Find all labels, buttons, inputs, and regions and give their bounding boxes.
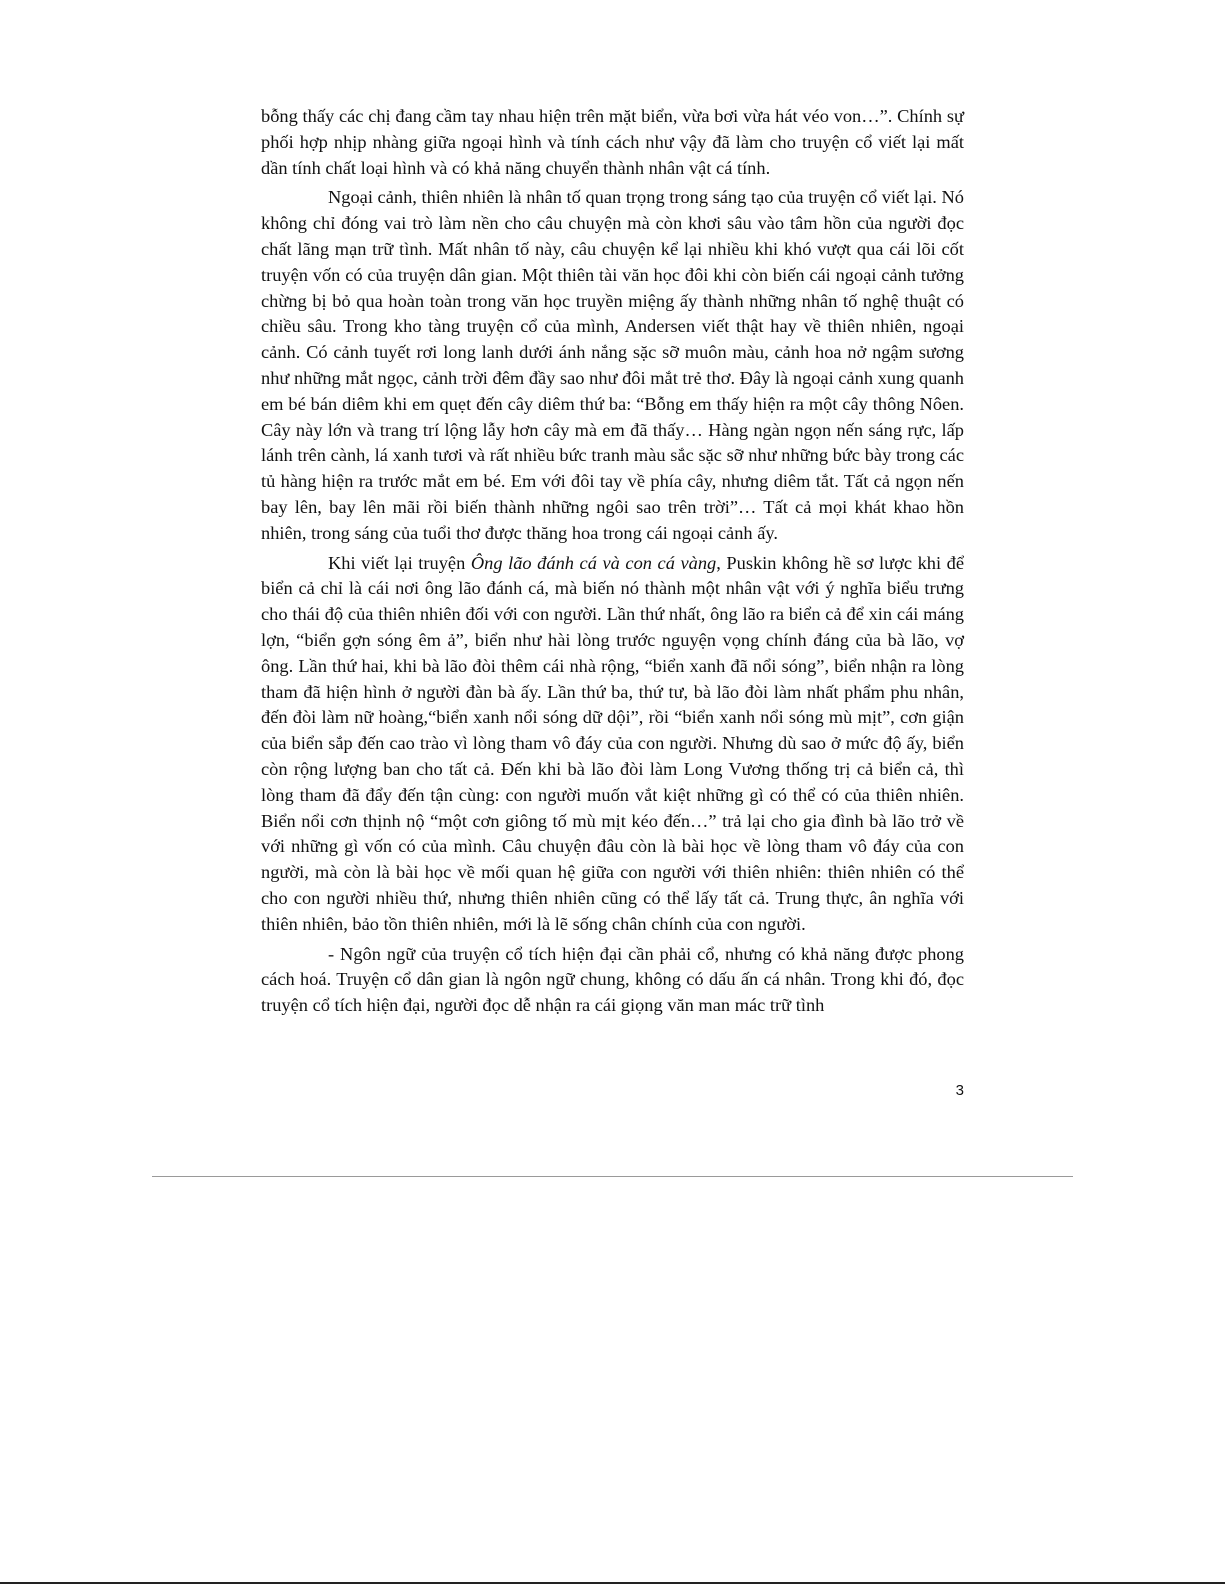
paragraph-1: bỗng thấy các chị đang cầm tay nhau hiện trên mặt biển, vừa bơi vừa hát véo von…”. Chính sự phối hợp nhịp nhàng giữa ngoại hình và tính cách như vậy đã làm cho truyện cổ viết lại mất dần tính chất loại hình và có khả năng chuyển thành nhân vật cá tính. bbox=[261, 106, 964, 178]
story-title-italic: Ông lão đánh cá và con cá vàng bbox=[470, 552, 717, 573]
paragraph-3-rest: , Puskin không hề sơ lược khi để biển cả chỉ là cái nơi ông lão đánh cá, mà biến nó thành một nhân vật với ý nghĩa biểu trưng cho thái độ của thiên nhiên đối với con người. Lần thứ nhất, ông lão ra biển cả để xin cái máng lợn, “biển gợn sóng êm ả”, biển như hài lòng trước nguyện vọng chính đáng của bà lão, vợ ông. Lần thứ hai, khi bà lão đòi thêm cái nhà rộng, “biển xanh đã nổi sóng”, biển nhận ra lòng tham đã hiện hình ở người đàn bà ấy. Lần thứ ba, thứ tư, bà lão đòi làm nhất phẩm phu nhân, đến đòi làm nữ hoàng,“biển xanh nổi sóng dữ dội”, rồi “biển xanh nổi sóng mù mịt”, cơn giận của biển sắp đến cao trào vì lòng tham vô đáy của con người. Nhưng dù sao ở mức độ ấy, biển còn rộng lượng ban cho tất cả. Đến khi bà lão đòi làm Long Vương thống trị cả biển cả, thì lòng tham đã đẩy đến tận cùng: con người muốn vắt kiệt những gì có thể có của thiên nhiên. Biển nổi cơn thịnh nộ “một cơn giông tố mù mịt kéo đến…” trả lại cho gia đình bà lão trở về với những gì vốn có của mình. Câu chuyện đâu còn là bài học về lòng tham vô đáy của con người, mà còn là bài học về mối quan hệ giữa con người với thiên nhiên: thiên nhiên có thể cho con người nhiều thứ, nhưng thiên nhiên cũng có thể lấy tất cả. Trung thực, ân nghĩa với thiên nhiên, bảo tồn thiên nhiên, mới là lẽ sống chân chính của con người. bbox=[261, 552, 965, 934]
paragraph-4: - Ngôn ngữ của truyện cổ tích hiện đại cần phải cổ, nhưng có khả năng được phong cách hoá. Truyện cổ dân gian là ngôn ngữ chung, không có dấu ấn cá nhân. Trong khi đó, đọc truyện cổ tích hiện đại, người đọc dễ nhận ra cái giọng văn man mác trữ tình bbox=[261, 943, 964, 1016]
page-separator-line bbox=[152, 1176, 1073, 1177]
paragraph-2: Ngoại cảnh, thiên nhiên là nhân tố quan trọng trong sáng tạo của truyện cổ viết lại. Nó không chỉ đóng vai trò làm nền cho câu chuyện mà còn khơi sâu vào tâm hồn của người đọc chất lãng mạn trữ tình. Mất nhân tố này, câu chuyện kể lại nhiều khi khó vượt qua cái lõi cốt truyện vốn có của truyện dân gian. Một thiên tài văn học đôi khi còn biến cái ngoại cảnh tưởng chừng bị bỏ qua hoàn toàn trong văn học truyền miệng ấy thành những nhân tố nghệ thuật có chiều sâu. Trong kho tàng truyện cổ của mình, Andersen viết thật hay về thiên nhiên, ngoại cảnh. Có cảnh tuyết rơi long lanh dưới ánh nắng sặc sỡ muôn màu, cảnh hoa nở ngậm sương như những mắt ngọc, cảnh trời đêm đầy sao như đôi mắt trẻ thơ. Đây là ngoại cảnh xung quanh em bé bán diêm khi em quẹt đến cây diêm thứ ba: “Bỗng em thấy hiện ra một cây thông Nôen. Cây này lớn và trang trí lộng lẫy hơn cây mà em đã thấy… Hàng ngàn ngọn nến sáng rực, lấp lánh trên cành, lá xanh tươi và rất nhiều bức tranh màu sắc sặc sỡ như những bức bày trong các tủ hàng hiện ra trước mắt em bé. Em với đôi tay về phía cây, nhưng diêm tắt. Tất cả ngọn nến bay lên, bay lên mãi rồi biến thành những ngôi sao trên trời”… Tất cả mọi khát khao hồn nhiên, trong sáng của tuổi thơ được thăng hoa trong cái ngoại cảnh ấy. bbox=[261, 187, 964, 543]
paragraph-3-lead: Khi viết lại truyện bbox=[328, 552, 471, 573]
bottom-edge-line bbox=[0, 1582, 1225, 1584]
paragraph-3 bbox=[261, 551, 964, 938]
page-number: 3 bbox=[955, 1082, 964, 1099]
page-body-text bbox=[261, 104, 964, 1023]
